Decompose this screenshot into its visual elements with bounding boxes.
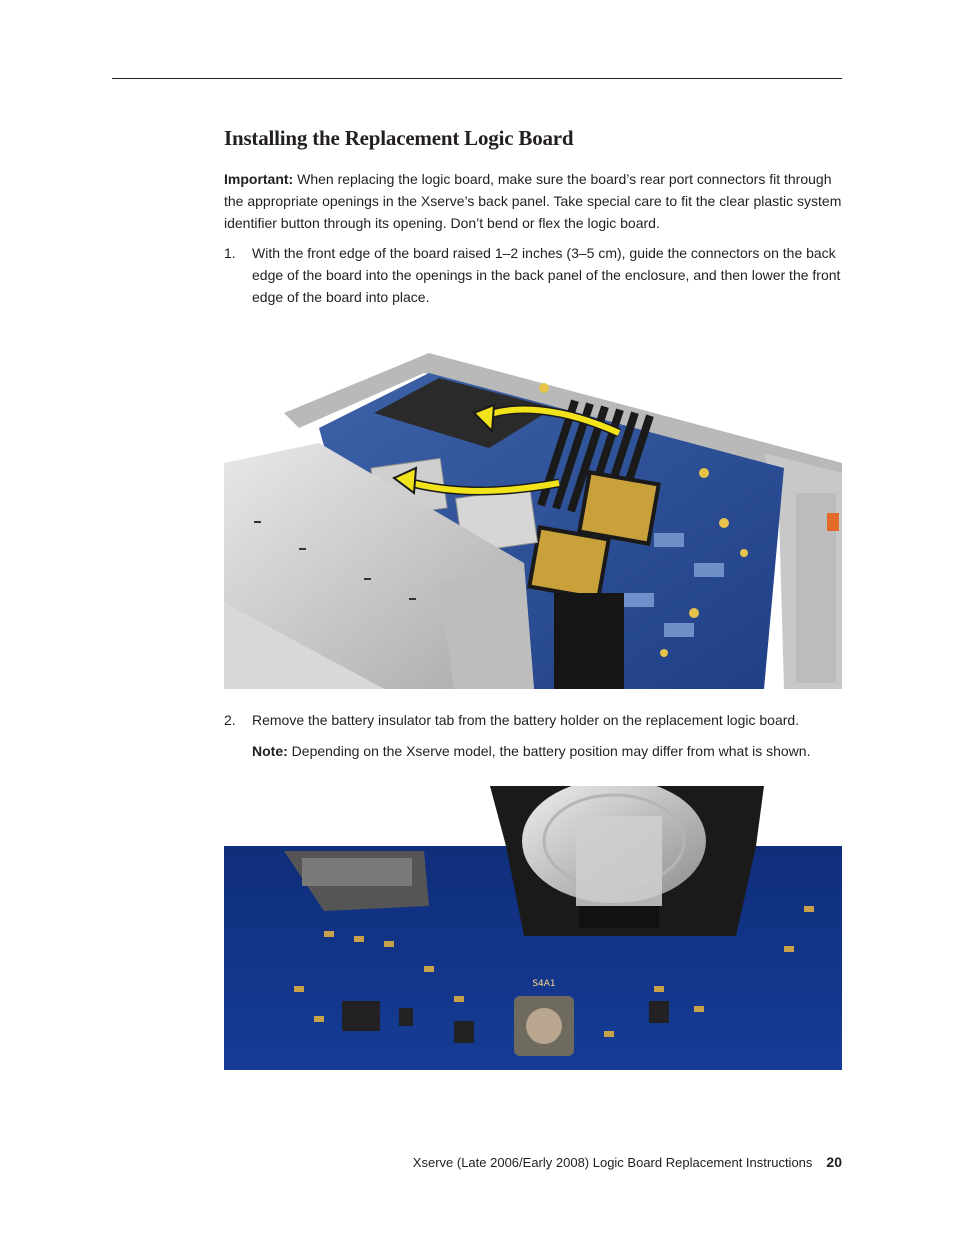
header-rule [112,78,842,79]
step-number: 1. [224,245,236,261]
step-2 [224,709,842,731]
important-label: Important: [224,171,294,187]
logic-board-install-photo [224,353,842,689]
important-paragraph [224,168,842,234]
important-text: When replacing the logic board, make sure the board’s rear port connectors fit through the appropriate openings in the Xserve’s back panel. Take special care to fit the clear plastic system identifier button through its opening. Don’t bend or flex the logic board. [224,171,842,231]
note-paragraph [252,740,842,762]
step-number: 2. [224,712,236,728]
footer-title: Xserve (Late 2006/Early 2008) Logic Board Replacement Instructions [412,1155,813,1170]
step-1 [224,242,842,308]
section-heading: Installing the Replacement Logic Board [224,126,574,150]
step-text: With the front edge of the board raised 1–2 inches (3–5 cm), guide the connectors on the back edge of the board into the openings in the back panel of the enclosure, and then lower the front edge of the board into place. [252,245,841,305]
page-number: 20 [826,1154,842,1170]
note-label: Note: [252,743,288,759]
battery-holder-photo [224,786,842,1070]
page-footer [413,1153,842,1172]
note-text: Depending on the Xserve model, the battery position may differ from what is shown. [287,743,811,759]
step-text: Remove the battery insulator tab from the battery holder on the replacement logic board. [252,712,800,728]
svg-text:S4A1: S4A1 [532,979,556,989]
